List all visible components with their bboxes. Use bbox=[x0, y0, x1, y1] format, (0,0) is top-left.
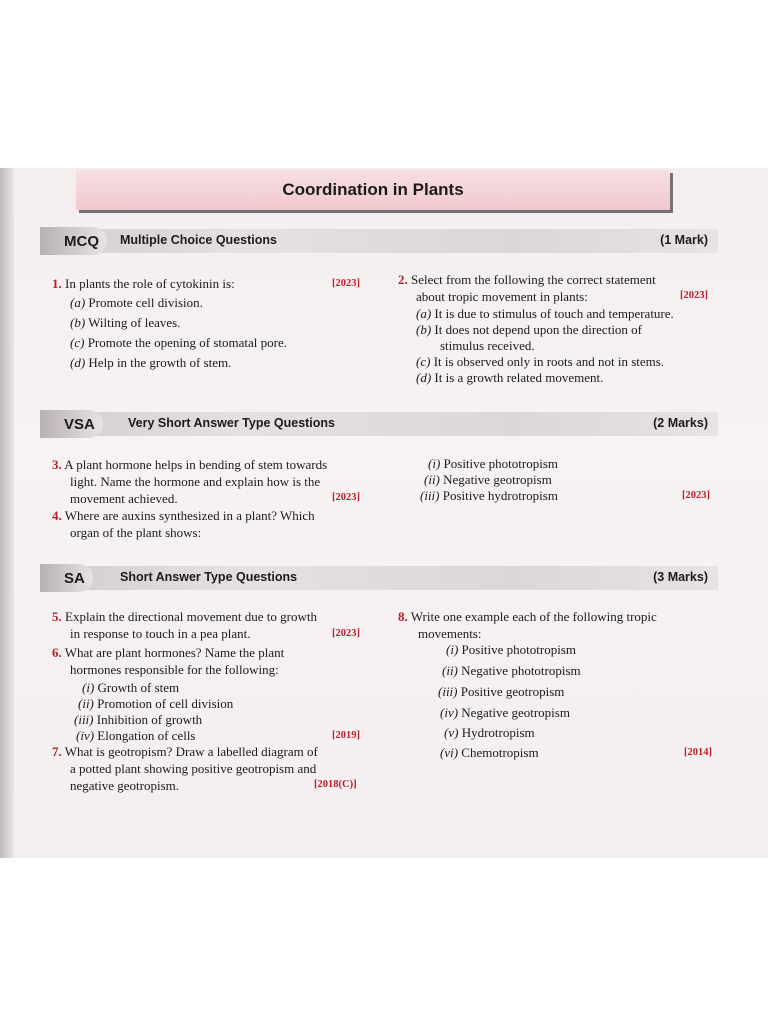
question-number: 2. bbox=[398, 272, 408, 287]
question-number: 8. bbox=[398, 609, 408, 624]
question-text-line: movements: bbox=[418, 626, 482, 641]
option: (b) It does not depend upon the direction of bbox=[416, 322, 643, 337]
option: (c) It is observed only in roots and not in stems. bbox=[416, 354, 665, 369]
question-year: [2023] bbox=[680, 290, 708, 301]
option: (i) Growth of stem bbox=[82, 680, 180, 695]
section-marks: (3 Marks) bbox=[653, 570, 708, 584]
section-name: Short Answer Type Questions bbox=[120, 570, 298, 584]
question-text: A plant hormone helps in bending of stem towards bbox=[64, 457, 328, 472]
section-header-vsa bbox=[40, 412, 718, 436]
option: (ii) Negative phototropism bbox=[442, 663, 581, 678]
option: (iv) Elongation of cells bbox=[76, 728, 196, 743]
section-marks: (2 Marks) bbox=[653, 416, 708, 430]
option: (ii) Promotion of cell division bbox=[78, 696, 234, 711]
question-2 bbox=[398, 272, 656, 288]
option: (vi) Chemotropism bbox=[440, 745, 539, 760]
question-text: Where are auxins synthesized in a plant? Which bbox=[64, 508, 315, 523]
question-text: What is geotropism? Draw a labelled diagram of bbox=[64, 744, 318, 759]
chapter-title-banner bbox=[76, 170, 670, 210]
section-marks: (1 Mark) bbox=[660, 233, 708, 247]
question-5 bbox=[52, 609, 317, 625]
question-year: [2023] bbox=[682, 490, 710, 501]
option: (i) Positive phototropism bbox=[428, 456, 559, 471]
section-name: Very Short Answer Type Questions bbox=[128, 416, 336, 430]
section-code: MCQ bbox=[40, 227, 107, 255]
question-6 bbox=[52, 645, 284, 661]
option: (c) Promote the opening of stomatal pore. bbox=[70, 335, 287, 350]
question-number: 5. bbox=[52, 609, 62, 624]
question-number: 7. bbox=[52, 744, 62, 759]
question-text-line: light. Name the hormone and explain how is the bbox=[70, 474, 321, 489]
question-text-line: movement achieved. bbox=[70, 491, 178, 506]
question-text-line: organ of the plant shows: bbox=[70, 525, 202, 540]
question-3 bbox=[52, 457, 327, 473]
question-text: What are plant hormones? Name the plant bbox=[64, 645, 285, 660]
question-number: 4. bbox=[52, 508, 62, 523]
question-text-line: a potted plant showing positive geotropism and bbox=[70, 761, 317, 776]
option: (iii) Positive geotropism bbox=[438, 684, 565, 699]
question-1 bbox=[52, 276, 235, 292]
question-text-line: in response to touch in a pea plant. bbox=[70, 626, 251, 641]
page-binding-edge bbox=[0, 168, 14, 858]
question-year: [2014] bbox=[684, 747, 712, 758]
question-text: In plants the role of cytokinin is: bbox=[65, 276, 235, 291]
option: (v) Hydrotropism bbox=[444, 725, 535, 740]
section-header-mcq bbox=[40, 229, 718, 253]
option: (iv) Negative geotropism bbox=[440, 705, 570, 720]
option: (b) Wilting of leaves. bbox=[70, 315, 181, 330]
option: (ii) Negative geotropism bbox=[424, 472, 552, 487]
chapter-title: Coordination in Plants bbox=[282, 180, 464, 199]
question-year: [2018(C)] bbox=[314, 779, 357, 790]
question-text-line: about tropic movement in plants: bbox=[416, 289, 588, 304]
option: (iii) Positive hydrotropism bbox=[420, 488, 558, 503]
question-number: 6. bbox=[52, 645, 62, 660]
question-text: Explain the directional movement due to growth bbox=[65, 609, 317, 624]
question-4 bbox=[52, 508, 315, 524]
question-text: Select from the following the correct statement bbox=[411, 272, 656, 287]
question-text: Write one example each of the following tropic bbox=[410, 609, 657, 624]
question-year: [2023] bbox=[332, 278, 360, 289]
question-7 bbox=[52, 744, 318, 760]
option: (iii) Inhibition of growth bbox=[74, 712, 203, 727]
section-code: SA bbox=[40, 564, 93, 592]
option: (d) It is a growth related movement. bbox=[416, 370, 604, 385]
option-continuation: stimulus received. bbox=[440, 338, 535, 353]
section-header-sa bbox=[40, 566, 718, 590]
section-code: VSA bbox=[40, 410, 103, 438]
question-8 bbox=[398, 609, 657, 625]
option: (a) Promote cell division. bbox=[70, 295, 203, 310]
option: (d) Help in the growth of stem. bbox=[70, 355, 232, 370]
option: (a) It is due to stimulus of touch and temperature. bbox=[416, 306, 674, 321]
question-number: 1. bbox=[52, 276, 62, 291]
question-year: [2023] bbox=[332, 492, 360, 503]
option: (i) Positive phototropism bbox=[446, 642, 577, 657]
section-name: Multiple Choice Questions bbox=[120, 233, 277, 247]
question-text-line: negative geotropism. bbox=[70, 778, 180, 793]
question-year: [2019] bbox=[332, 730, 360, 741]
question-number: 3. bbox=[52, 457, 62, 472]
question-text-line: hormones responsible for the following: bbox=[70, 662, 279, 677]
question-year: [2023] bbox=[332, 628, 360, 639]
